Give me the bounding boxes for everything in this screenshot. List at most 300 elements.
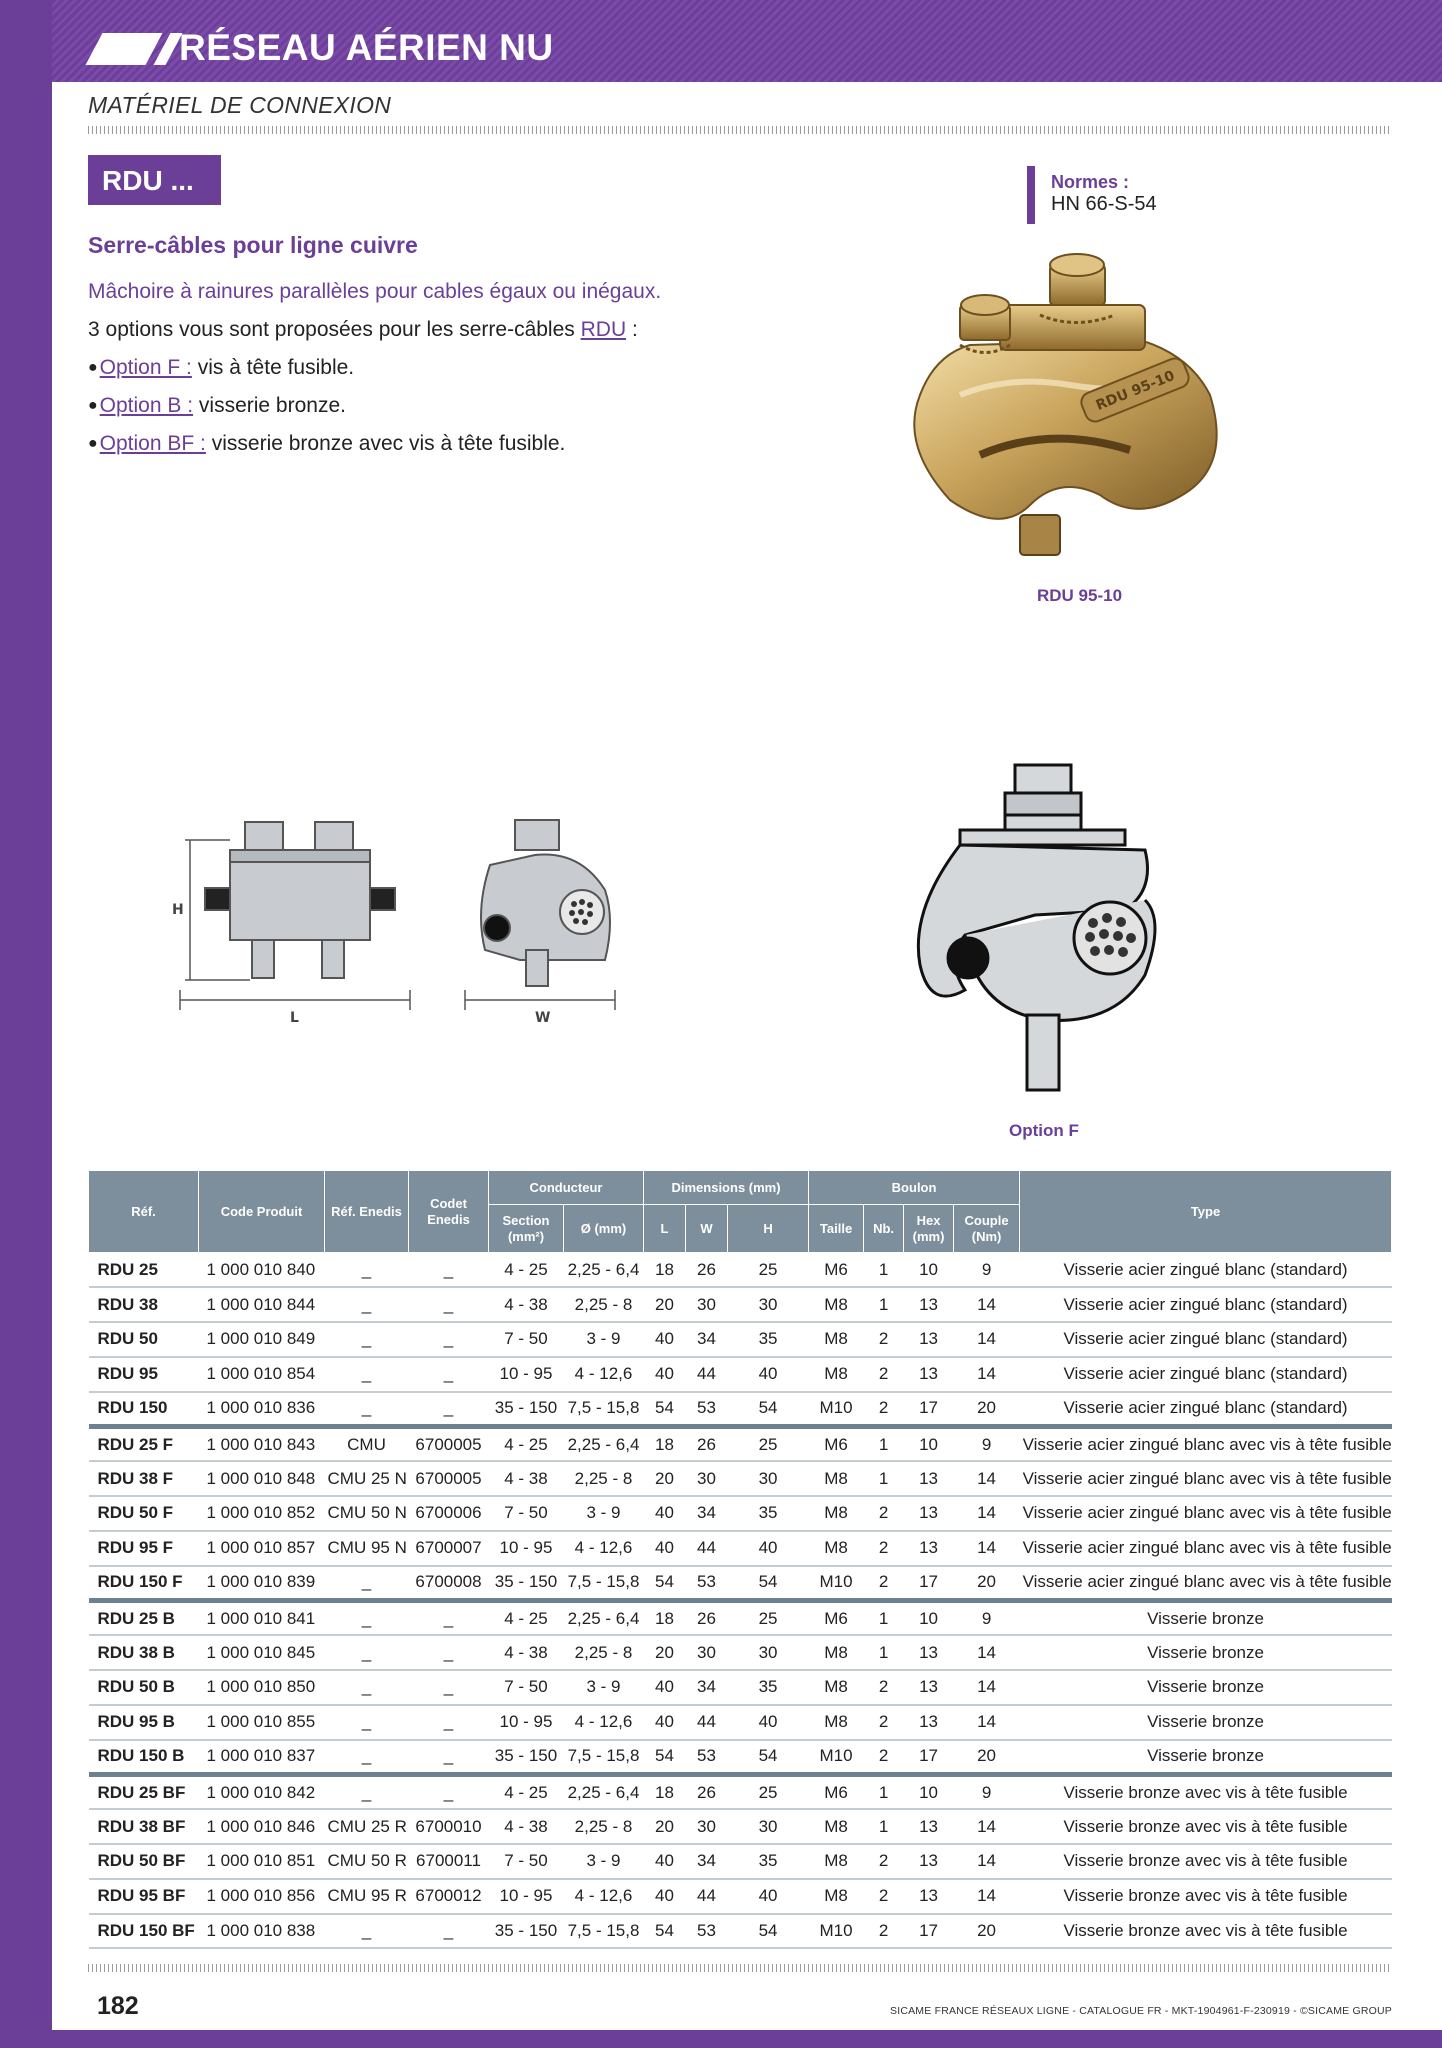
table-cell: 10 bbox=[904, 1426, 954, 1461]
table-row bbox=[89, 1774, 1392, 1809]
table-cell: Visserie acier zingué blanc (standard) bbox=[1020, 1392, 1392, 1427]
table-cell: M10 bbox=[809, 1566, 864, 1601]
table-cell: 53 bbox=[686, 1914, 728, 1949]
table-cell: 17 bbox=[904, 1914, 954, 1949]
page-header bbox=[52, 0, 1442, 82]
table-cell: 30 bbox=[686, 1635, 728, 1670]
table-cell: _ bbox=[325, 1635, 409, 1670]
dim-label-l: L bbox=[290, 1010, 299, 1026]
table-cell: CMU 25 N bbox=[325, 1461, 409, 1496]
table-cell: 13 bbox=[904, 1357, 954, 1392]
table-cell: 7,5 - 15,8 bbox=[564, 1740, 644, 1775]
table-cell: M6 bbox=[809, 1774, 864, 1809]
table-cell: 44 bbox=[686, 1879, 728, 1914]
table-cell: 1 bbox=[864, 1287, 904, 1322]
col-header: Section (mm²) bbox=[489, 1205, 564, 1253]
bolt-icon bbox=[960, 295, 1010, 340]
table-cell: M6 bbox=[809, 1600, 864, 1635]
bullet-icon: ● bbox=[88, 359, 98, 376]
table-cell: RDU 38 F bbox=[89, 1461, 199, 1496]
table-cell: 4 - 12,6 bbox=[564, 1357, 644, 1392]
table-cell: 20 bbox=[644, 1287, 686, 1322]
table-cell: 30 bbox=[728, 1287, 809, 1322]
table-cell: 30 bbox=[728, 1461, 809, 1496]
table-cell: RDU 50 BF bbox=[89, 1844, 199, 1879]
table-cell: 40 bbox=[644, 1705, 686, 1740]
table-cell: _ bbox=[325, 1774, 409, 1809]
col-header: Taille bbox=[809, 1205, 864, 1253]
table-cell: 26 bbox=[686, 1426, 728, 1461]
table-cell: 1 000 010 857 bbox=[199, 1531, 325, 1566]
photo-marking: RDU 95-10 bbox=[1093, 367, 1178, 414]
product-description bbox=[88, 232, 848, 463]
table-cell: 18 bbox=[644, 1253, 686, 1288]
table-row bbox=[89, 1461, 1392, 1496]
table-cell: 34 bbox=[686, 1496, 728, 1531]
table-cell: RDU 50 bbox=[89, 1322, 199, 1357]
table-cell: _ bbox=[325, 1322, 409, 1357]
table-cell: 13 bbox=[904, 1496, 954, 1531]
table-cell: RDU 50 B bbox=[89, 1670, 199, 1705]
table-cell: 13 bbox=[904, 1322, 954, 1357]
option-item: ●Option BF : visserie bronze avec vis à tête fusible. bbox=[88, 432, 566, 455]
table-cell: 6700011 bbox=[409, 1844, 489, 1879]
table-cell: M8 bbox=[809, 1635, 864, 1670]
normes-value: HN 66-S-54 bbox=[1051, 193, 1157, 215]
group-header: Conducteur bbox=[489, 1171, 644, 1205]
table-row bbox=[89, 1670, 1392, 1705]
table-cell: M8 bbox=[809, 1879, 864, 1914]
table-cell: 4 - 25 bbox=[489, 1253, 564, 1288]
table-cell: 2,25 - 8 bbox=[564, 1635, 644, 1670]
table-cell: 14 bbox=[954, 1809, 1020, 1844]
description-line: 3 options vous sont proposées pour les serre-câbles RDU : bbox=[88, 318, 638, 341]
table-cell: 4 - 38 bbox=[489, 1287, 564, 1322]
spec-table bbox=[88, 1170, 1392, 1949]
table-cell: Visserie acier zingué blanc avec vis à tête fusible bbox=[1020, 1566, 1392, 1601]
table-cell: 1 bbox=[864, 1635, 904, 1670]
table-row bbox=[89, 1844, 1392, 1879]
table-cell: 14 bbox=[954, 1705, 1020, 1740]
table-cell: 40 bbox=[644, 1531, 686, 1566]
table-cell: 13 bbox=[904, 1879, 954, 1914]
table-cell: 1 000 010 851 bbox=[199, 1844, 325, 1879]
col-header: Réf. Enedis bbox=[325, 1171, 409, 1253]
table-cell: Visserie bronze bbox=[1020, 1635, 1392, 1670]
table-cell: Visserie acier zingué blanc avec vis à tête fusible bbox=[1020, 1531, 1392, 1566]
table-cell: 2,25 - 8 bbox=[564, 1809, 644, 1844]
table-cell: 26 bbox=[686, 1600, 728, 1635]
table-cell: RDU 150 BF bbox=[89, 1914, 199, 1949]
table-cell: 13 bbox=[904, 1670, 954, 1705]
table-cell: 53 bbox=[686, 1566, 728, 1601]
table-cell: 2 bbox=[864, 1879, 904, 1914]
table-cell: 1 000 010 837 bbox=[199, 1740, 325, 1775]
table-cell: 1 bbox=[864, 1809, 904, 1844]
option-link[interactable]: Option F : bbox=[99, 356, 192, 379]
table-cell: 6700007 bbox=[409, 1531, 489, 1566]
table-row bbox=[89, 1600, 1392, 1635]
table-cell: M8 bbox=[809, 1705, 864, 1740]
normes-label: Normes : bbox=[1051, 172, 1130, 192]
table-cell: Visserie bronze bbox=[1020, 1600, 1392, 1635]
table-cell: 25 bbox=[728, 1774, 809, 1809]
table-cell: 7,5 - 15,8 bbox=[564, 1392, 644, 1427]
section-title: RÉSEAU AÉRIEN NU bbox=[179, 27, 554, 68]
table-cell: RDU 150 B bbox=[89, 1740, 199, 1775]
table-cell: Visserie acier zingué blanc (standard) bbox=[1020, 1253, 1392, 1288]
table-cell: M8 bbox=[809, 1496, 864, 1531]
table-cell: _ bbox=[325, 1600, 409, 1635]
table-cell: 9 bbox=[954, 1600, 1020, 1635]
product-badge: RDU ... bbox=[88, 155, 221, 205]
table-cell: 2 bbox=[864, 1566, 904, 1601]
normes-block bbox=[1027, 166, 1157, 224]
description-line: Mâchoire à rainures parallèles pour cables égaux ou inégaux. bbox=[88, 280, 662, 303]
table-cell: 10 - 95 bbox=[489, 1879, 564, 1914]
table-cell: 2,25 - 8 bbox=[564, 1461, 644, 1496]
col-header: Type bbox=[1020, 1171, 1392, 1253]
table-cell: 54 bbox=[644, 1914, 686, 1949]
dim-label-w: W bbox=[535, 1010, 551, 1026]
photo-caption: RDU 95-10 bbox=[1037, 586, 1123, 605]
table-cell: 14 bbox=[954, 1844, 1020, 1879]
table-cell: 14 bbox=[954, 1531, 1020, 1566]
table-cell: 35 bbox=[728, 1496, 809, 1531]
table-cell: 40 bbox=[644, 1844, 686, 1879]
table-cell: 14 bbox=[954, 1496, 1020, 1531]
table-cell: 4 - 38 bbox=[489, 1635, 564, 1670]
table-cell: 6700005 bbox=[409, 1426, 489, 1461]
page-number: 182 bbox=[97, 1992, 139, 2020]
table-cell: 2 bbox=[864, 1914, 904, 1949]
table-cell: 30 bbox=[728, 1635, 809, 1670]
table-cell: 13 bbox=[904, 1531, 954, 1566]
table-cell: 35 bbox=[728, 1322, 809, 1357]
col-header: Couple (Nm) bbox=[954, 1205, 1020, 1253]
table-cell: 35 bbox=[728, 1844, 809, 1879]
table-cell: 7 - 50 bbox=[489, 1496, 564, 1531]
table-cell: 1 000 010 849 bbox=[199, 1322, 325, 1357]
table-cell: Visserie acier zingué blanc avec vis à tête fusible bbox=[1020, 1461, 1392, 1496]
table-cell: 1 bbox=[864, 1253, 904, 1288]
table-row bbox=[89, 1287, 1392, 1322]
table-cell: 2 bbox=[864, 1357, 904, 1392]
group-header: Boulon bbox=[809, 1171, 1020, 1205]
table-cell: 1 000 010 839 bbox=[199, 1566, 325, 1601]
table-cell: 54 bbox=[728, 1740, 809, 1775]
table-cell: 40 bbox=[644, 1357, 686, 1392]
table-cell: 20 bbox=[954, 1914, 1020, 1949]
bottom-accent-bar bbox=[0, 2030, 1442, 2048]
table-cell: 10 bbox=[904, 1600, 954, 1635]
table-cell: 2 bbox=[864, 1496, 904, 1531]
table-cell: 26 bbox=[686, 1774, 728, 1809]
table-cell: 25 bbox=[728, 1426, 809, 1461]
table-cell: 18 bbox=[644, 1774, 686, 1809]
table-cell: 7,5 - 15,8 bbox=[564, 1566, 644, 1601]
table-row bbox=[89, 1635, 1392, 1670]
table-cell: 13 bbox=[904, 1809, 954, 1844]
table-cell: 1 000 010 841 bbox=[199, 1600, 325, 1635]
table-cell: _ bbox=[325, 1253, 409, 1288]
table-cell: 3 - 9 bbox=[564, 1322, 644, 1357]
table-cell: _ bbox=[409, 1253, 489, 1288]
table-row bbox=[89, 1392, 1392, 1427]
table-cell: _ bbox=[409, 1357, 489, 1392]
table-cell: 2 bbox=[864, 1740, 904, 1775]
option-f-drawing bbox=[905, 760, 1180, 1095]
table-cell: 30 bbox=[686, 1461, 728, 1496]
option-item: ●Option B : visserie bronze. bbox=[88, 394, 346, 417]
table-cell: _ bbox=[409, 1600, 489, 1635]
option-link[interactable]: Option BF : bbox=[99, 432, 206, 455]
table-cell: 20 bbox=[644, 1635, 686, 1670]
table-cell: 35 - 150 bbox=[489, 1392, 564, 1427]
table-cell: M8 bbox=[809, 1844, 864, 1879]
table-row bbox=[89, 1879, 1392, 1914]
table-cell: 18 bbox=[644, 1426, 686, 1461]
table-cell: CMU 50 R bbox=[325, 1844, 409, 1879]
table-cell: 14 bbox=[954, 1322, 1020, 1357]
table-cell: M8 bbox=[809, 1531, 864, 1566]
option-caption: Option F bbox=[1009, 1121, 1079, 1140]
col-header: Codet Enedis bbox=[409, 1171, 489, 1253]
table-cell: 18 bbox=[644, 1600, 686, 1635]
table-cell: RDU 150 bbox=[89, 1392, 199, 1427]
col-header: Code Produit bbox=[199, 1171, 325, 1253]
table-cell: 54 bbox=[728, 1566, 809, 1601]
table-cell: RDU 95 BF bbox=[89, 1879, 199, 1914]
table-row bbox=[89, 1426, 1392, 1461]
table-cell: 1 bbox=[864, 1600, 904, 1635]
table-cell: 4 - 38 bbox=[489, 1461, 564, 1496]
table-cell: RDU 38 bbox=[89, 1287, 199, 1322]
table-cell: 44 bbox=[686, 1357, 728, 1392]
table-cell: 3 - 9 bbox=[564, 1670, 644, 1705]
table-row bbox=[89, 1531, 1392, 1566]
table-cell: 4 - 25 bbox=[489, 1600, 564, 1635]
table-cell: _ bbox=[325, 1392, 409, 1427]
table-cell: 1 000 010 855 bbox=[199, 1705, 325, 1740]
table-cell: Visserie bronze bbox=[1020, 1705, 1392, 1740]
table-cell: RDU 25 BF bbox=[89, 1774, 199, 1809]
table-cell: 35 - 150 bbox=[489, 1566, 564, 1601]
table-cell: M6 bbox=[809, 1426, 864, 1461]
table-cell: 4 - 12,6 bbox=[564, 1531, 644, 1566]
table-cell: _ bbox=[409, 1392, 489, 1427]
table-cell: 4 - 25 bbox=[489, 1774, 564, 1809]
table-cell: Visserie bronze avec vis à tête fusible bbox=[1020, 1844, 1392, 1879]
table-cell: 20 bbox=[644, 1809, 686, 1844]
bullet-icon: ● bbox=[88, 435, 98, 452]
table-cell: 35 - 150 bbox=[489, 1914, 564, 1949]
table-cell: 53 bbox=[686, 1392, 728, 1427]
col-header: Nb. bbox=[864, 1205, 904, 1253]
table-cell: RDU 25 bbox=[89, 1253, 199, 1288]
table-cell: 9 bbox=[954, 1774, 1020, 1809]
table-cell: 1 000 010 842 bbox=[199, 1774, 325, 1809]
table-cell: 4 - 25 bbox=[489, 1426, 564, 1461]
table-cell: 2,25 - 6,4 bbox=[564, 1253, 644, 1288]
table-cell: Visserie bronze avec vis à tête fusible bbox=[1020, 1879, 1392, 1914]
table-cell: RDU 25 F bbox=[89, 1426, 199, 1461]
table-cell: 7 - 50 bbox=[489, 1844, 564, 1879]
table-cell: 35 - 150 bbox=[489, 1740, 564, 1775]
bullet-icon: ● bbox=[88, 397, 98, 414]
table-cell: 2,25 - 8 bbox=[564, 1287, 644, 1322]
table-cell: RDU 95 F bbox=[89, 1531, 199, 1566]
table-cell: 2 bbox=[864, 1670, 904, 1705]
rdu-link[interactable]: RDU bbox=[580, 318, 627, 341]
dim-label-h: H bbox=[172, 902, 184, 918]
table-cell: CMU 25 R bbox=[325, 1809, 409, 1844]
table-cell: 1 000 010 850 bbox=[199, 1670, 325, 1705]
table-cell: Visserie bronze avec vis à tête fusible bbox=[1020, 1774, 1392, 1809]
table-cell: CMU 95 N bbox=[325, 1531, 409, 1566]
table-cell: 10 bbox=[904, 1253, 954, 1288]
table-cell: 40 bbox=[728, 1531, 809, 1566]
table-cell: Visserie acier zingué blanc (standard) bbox=[1020, 1322, 1392, 1357]
table-cell: 6700010 bbox=[409, 1809, 489, 1844]
option-link[interactable]: Option B : bbox=[99, 394, 194, 417]
table-cell: 1 000 010 854 bbox=[199, 1357, 325, 1392]
table-cell: RDU 38 BF bbox=[89, 1809, 199, 1844]
table-cell: 9 bbox=[954, 1426, 1020, 1461]
col-header: L bbox=[644, 1205, 686, 1253]
table-cell: CMU 50 N bbox=[325, 1496, 409, 1531]
table-cell: 13 bbox=[904, 1635, 954, 1670]
table-cell: 6700008 bbox=[409, 1566, 489, 1601]
table-cell: 14 bbox=[954, 1635, 1020, 1670]
group-header: Dimensions (mm) bbox=[644, 1171, 809, 1205]
section-subtitle: MATÉRIEL DE CONNEXION bbox=[88, 92, 392, 118]
table-cell: 7,5 - 15,8 bbox=[564, 1914, 644, 1949]
table-cell: CMU bbox=[325, 1426, 409, 1461]
bolt-icon bbox=[1050, 254, 1105, 305]
table-cell: 30 bbox=[686, 1287, 728, 1322]
table-cell: _ bbox=[409, 1774, 489, 1809]
table-cell: 2,25 - 6,4 bbox=[564, 1600, 644, 1635]
table-cell: M10 bbox=[809, 1914, 864, 1949]
table-cell: 2 bbox=[864, 1531, 904, 1566]
table-cell: 54 bbox=[728, 1392, 809, 1427]
table-cell: Visserie bronze bbox=[1020, 1740, 1392, 1775]
table-cell: _ bbox=[325, 1705, 409, 1740]
left-accent-bar bbox=[0, 0, 52, 2048]
table-cell: 53 bbox=[686, 1740, 728, 1775]
table-cell: CMU 95 R bbox=[325, 1879, 409, 1914]
table-cell: 40 bbox=[728, 1357, 809, 1392]
table-cell: 14 bbox=[954, 1357, 1020, 1392]
table-cell: 6700012 bbox=[409, 1879, 489, 1914]
table-cell: Visserie bronze avec vis à tête fusible bbox=[1020, 1809, 1392, 1844]
table-cell: RDU 25 B bbox=[89, 1600, 199, 1635]
table-cell: 1 000 010 843 bbox=[199, 1426, 325, 1461]
table-cell: 20 bbox=[954, 1566, 1020, 1601]
table-cell: 10 - 95 bbox=[489, 1357, 564, 1392]
table-cell: 54 bbox=[644, 1566, 686, 1601]
product-subtitle: Serre-câbles pour ligne cuivre bbox=[88, 232, 418, 258]
table-cell: 34 bbox=[686, 1844, 728, 1879]
table-cell: 2 bbox=[864, 1392, 904, 1427]
table-cell: Visserie acier zingué blanc (standard) bbox=[1020, 1357, 1392, 1392]
table-cell: M8 bbox=[809, 1322, 864, 1357]
table-cell: 1 000 010 846 bbox=[199, 1809, 325, 1844]
table-cell: RDU 95 bbox=[89, 1357, 199, 1392]
table-cell: 3 - 9 bbox=[564, 1844, 644, 1879]
table-cell: 10 bbox=[904, 1774, 954, 1809]
table-cell: 4 - 12,6 bbox=[564, 1879, 644, 1914]
table-cell: RDU 150 F bbox=[89, 1566, 199, 1601]
table-cell: 54 bbox=[644, 1392, 686, 1427]
table-cell: 2 bbox=[864, 1844, 904, 1879]
col-header: Hex (mm) bbox=[904, 1205, 954, 1253]
slash-logo-icon bbox=[85, 33, 162, 65]
table-cell: _ bbox=[409, 1670, 489, 1705]
table-cell: 3 - 9 bbox=[564, 1496, 644, 1531]
table-cell: 7 - 50 bbox=[489, 1322, 564, 1357]
table-cell: M8 bbox=[809, 1809, 864, 1844]
table-cell: 1 000 010 856 bbox=[199, 1879, 325, 1914]
table-cell: 13 bbox=[904, 1844, 954, 1879]
table-row bbox=[89, 1496, 1392, 1531]
table-cell: M8 bbox=[809, 1461, 864, 1496]
divider bbox=[88, 126, 1392, 134]
table-cell: 2,25 - 6,4 bbox=[564, 1774, 644, 1809]
table-cell: _ bbox=[409, 1322, 489, 1357]
table-cell: 25 bbox=[728, 1600, 809, 1635]
table-cell: 2,25 - 6,4 bbox=[564, 1426, 644, 1461]
table-cell: 30 bbox=[728, 1809, 809, 1844]
table-cell: _ bbox=[325, 1914, 409, 1949]
dimension-drawing bbox=[160, 810, 640, 1040]
table-cell: 13 bbox=[904, 1705, 954, 1740]
table-cell: 34 bbox=[686, 1322, 728, 1357]
table-cell: 1 000 010 845 bbox=[199, 1635, 325, 1670]
table-cell: 9 bbox=[954, 1253, 1020, 1288]
table-cell: 1 000 010 844 bbox=[199, 1287, 325, 1322]
table-cell: 54 bbox=[644, 1740, 686, 1775]
table-row bbox=[89, 1253, 1392, 1288]
table-cell: M6 bbox=[809, 1253, 864, 1288]
table-cell: 14 bbox=[954, 1287, 1020, 1322]
product-photo bbox=[890, 245, 1260, 585]
table-cell: 20 bbox=[954, 1392, 1020, 1427]
table-cell: _ bbox=[409, 1635, 489, 1670]
table-cell: 1 bbox=[864, 1426, 904, 1461]
table-cell: 40 bbox=[644, 1496, 686, 1531]
table-cell: 40 bbox=[644, 1879, 686, 1914]
table-cell: _ bbox=[409, 1914, 489, 1949]
table-cell: 17 bbox=[904, 1566, 954, 1601]
table-cell: Visserie acier zingué blanc avec vis à tête fusible bbox=[1020, 1496, 1392, 1531]
table-cell: _ bbox=[409, 1287, 489, 1322]
table-cell: 20 bbox=[644, 1461, 686, 1496]
table-cell: 1 000 010 840 bbox=[199, 1253, 325, 1288]
table-cell: _ bbox=[409, 1705, 489, 1740]
table-cell: 40 bbox=[728, 1879, 809, 1914]
table-cell: 54 bbox=[728, 1914, 809, 1949]
table-cell: 44 bbox=[686, 1705, 728, 1740]
footer-divider bbox=[88, 1964, 1392, 1972]
table-cell: 10 - 95 bbox=[489, 1531, 564, 1566]
table-cell: 2 bbox=[864, 1705, 904, 1740]
table-cell: 1 bbox=[864, 1461, 904, 1496]
table-row bbox=[89, 1809, 1392, 1844]
col-header: W bbox=[686, 1205, 728, 1253]
table-cell: 14 bbox=[954, 1670, 1020, 1705]
